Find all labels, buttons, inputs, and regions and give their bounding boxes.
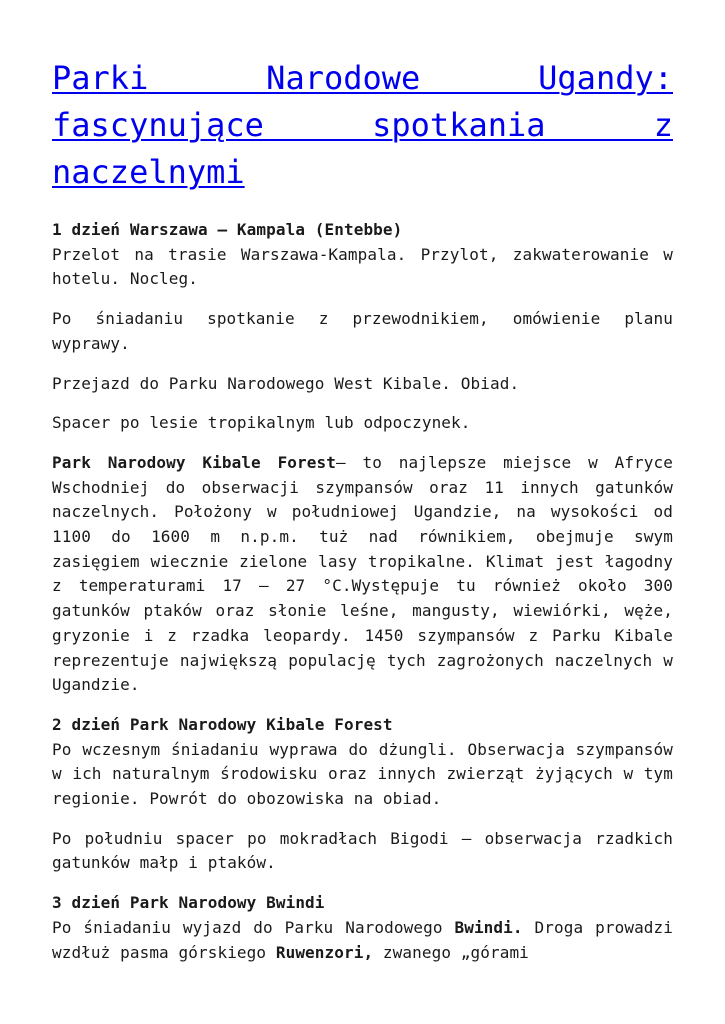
day2-text: Po wczesnym śniadaniu wyprawa do dżungli. Obserwacja szympansów w ich naturalnym środowisku oraz innych zwierząt żyjących w tym regionie. Powrót do obozowiska na obiad. [52,739,673,809]
day2-paragraph [52,713,673,812]
page-title [52,55,673,196]
day3-text-c: zwanego „górami [373,942,529,962]
title-link[interactable]: Parki Narodowe Ugandy: fascynujące spotkania z naczelnymi [52,59,673,191]
day3-text-b: Droga prowadzi wzdłuż pasma górskiego [52,917,674,962]
day3-heading: 3 dzień Park Narodowy Bwindi [52,893,325,913]
kibale-text: – to najlepsze miejsce w Afryce Wschodniej do obserwacji szympansów oraz 11 innych gatunków naczelnych. Położony w południowej Ugandzie, na wysokości od 1100 do 1600 m n.p.m. tuż nad równikiem, obejmuje swym zasięgiem wiecznie zielone lasy tropikalne. Klimat jest łagodny z temperaturami 17 – 27 °C.Występuje tu również około 300 gatunków ptaków oraz słonie leśne, mangusty, wiewiórki, węże, gryzonie i z rzadka leopardy. 1450 szympansów z Parku Kibale reprezentuje największą populację tych zagrożonych naczelnych w Ugandzie. [52,452,673,695]
kibale-name: Park Narodowy Kibale Forest [52,452,336,472]
day3-text-a: Po śniadaniu wyjazd do Parku Narodowego [52,917,455,937]
breakfast-paragraph: Po śniadaniu spotkanie z przewodnikiem, omówienie planu wyprawy. [52,309,673,353]
day1-heading: 1 dzień Warszawa – Kampala (Entebbe) [52,220,403,239]
day1-paragraph [52,218,673,292]
walk-paragraph: Spacer po lesie tropikalnym lub odpoczynek. [52,413,471,433]
day3-bold-ruwenzori: Ruwenzori, [275,942,374,962]
transfer-paragraph: Przejazd do Parku Narodowego West Kibale. Obiad. [52,373,520,393]
bigodi-paragraph: Po południu spacer po mokradłach Bigodi – obserwacja rzadkich gatunków małp i ptaków. [52,828,673,873]
article [52,55,673,980]
day1-text: Przelot na trasie Warszawa-Kampala. Przylot, zakwaterowanie w hotelu. Nocleg. [52,244,673,289]
day2-heading: 2 dzień Park Narodowy Kibale Forest [52,714,393,734]
day3-bold-bwindi: Bwindi. [454,917,523,937]
kibale-paragraph [52,451,673,698]
day3-paragraph [52,891,673,965]
